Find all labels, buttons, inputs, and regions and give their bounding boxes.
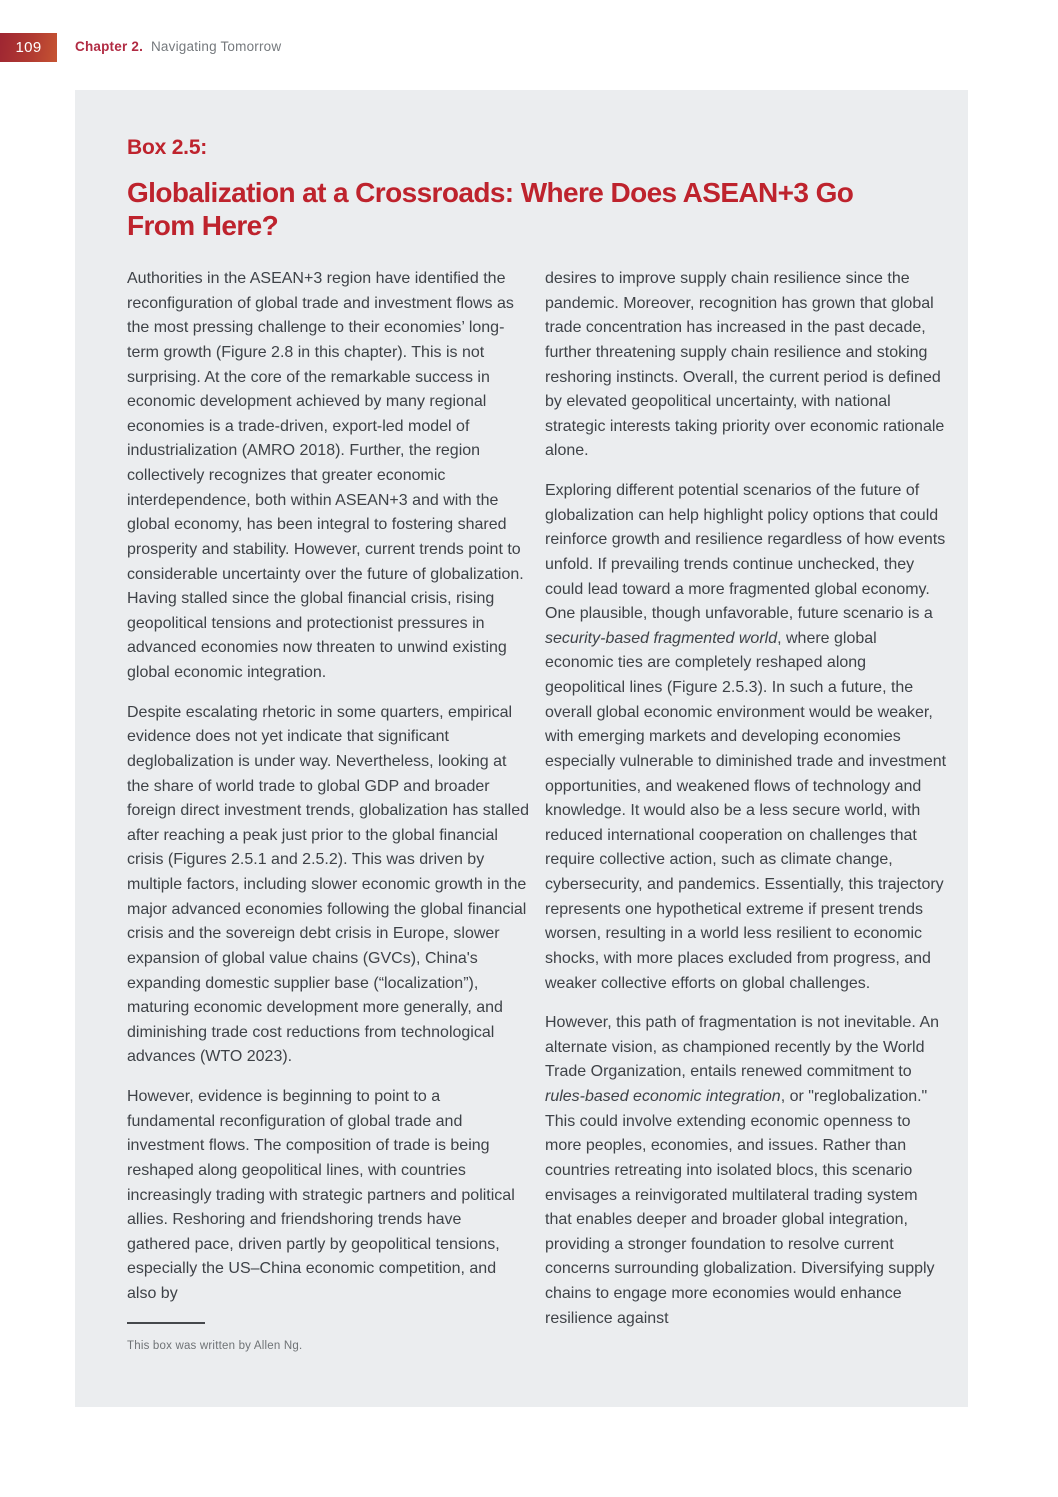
paragraph: Authorities in the ASEAN+3 region have identified the reconfiguration of global trade and investment flows as the most pressing challenge to their economies’ long-term growth (Figure 2.8 in this chapter). This is not surprising. At the core of the remarkable success in economic development achieved by many regional economies is a trade-driven, export-led model of industrialization (AMRO 2018). Further, the region collectively recognizes that greater economic interdependence, both within ASEAN+3 and with the global economy, has been integral to fostering shared prosperity and stability. However, current trends point to considerable uncertainty over the future of globalization. Having stalled since the global financial crisis, rising geopolitical tensions and protectionist pressures in advanced economies now threaten to unwind existing global economic integration. [127,270,524,682]
paragraph: Exploring different potential scenarios of the future of globalization can help highlight policy options that could reinforce growth and resilience regardless of how events unfold. If prevailing trends continue unchecked, they could lead toward a more fragmented global economy. One plausible, though unfavorable, future scenario is a security-based fragmented world, where global economic ties are completely reshaped along geopolitical lines (Figure 2.5.3). In such a future, the overall global economic environment would be weaker, with emerging markets and developing economies especially vulnerable to diminished trade and investment opportunities, and weakened flows of technology and knowledge. It would also be a less secure world, with reduced international cooperation on challenges that require collective action, such as climate change, cybersecurity, and pandemics. Essentially, this trajectory represents one hypothetical extreme if present trends worsen, resulting in a world less resilient to economic shocks, with more places excluded from progress, and weaker collective efforts on global challenges. [545,482,947,992]
page-number: 109 [15,39,42,56]
paragraph: However, evidence is beginning to point to a fundamental reconfiguration of global trade and investment flows. The composition of trade is being reshaped along geopolitical lines, with countries increasingly trading with strategic partners and political allies. Reshoring and friendshoring trends have gathered pace, driven partly by geopolitical tensions, especially the US–China economic competition, and also by [127,1088,515,1303]
paragraph: desires to improve supply chain resilience since the pandemic. Moreover, recognition has grown that global trade concentration has increased in the past decade, further threatening supply chain resilience and stoking reshoring instincts. Overall, the current period is defined by elevated geopolitical uncertainty, with national strategic interests taking priority over economic rationale alone. [545,270,945,460]
paragraph: However, this path of fragmentation is not inevitable. An alternate vision, as championed recently by the World Trade Organization, entails renewed commitment to rules-based economic integration, or "reglobalization." This could involve extending economic openness to more peoples, economies, and issues. Rather than countries retreating into isolated blocs, this scenario envisages a reinvigorated multilateral trading system that enables deeper and broader global integration, providing a stronger foundation to resolve current concerns surrounding globalization. Diversifying supply chains to engage more economies would enhance resilience against [545,1014,940,1327]
box-2-5-panel [75,90,968,1407]
box-title: Globalization at a Crossroads: Where Does ASEAN+3 Go From Here? [127,177,854,242]
footnote [127,1322,302,1352]
page-number-badge [0,33,57,62]
footnote-divider [127,1322,205,1324]
two-column-body [127,267,949,1346]
right-column [545,267,947,1346]
left-column [127,267,529,1346]
box-label: Box 2.5: [127,136,208,159]
running-header [75,39,281,54]
footnote-text: This box was written by Allen Ng. [127,1340,303,1352]
chapter-title: Navigating Tomorrow [150,39,282,54]
chapter-label: Chapter 2. [75,39,144,54]
paragraph: Despite escalating rhetoric in some quarters, empirical evidence does not yet indicate that significant deglobalization is under way. Nevertheless, looking at the share of world trade to global GDP and broader foreign direct investment trends, globalization has stalled after reaching a peak just prior to the global financial crisis (Figures 2.5.1 and 2.5.2). This was driven by multiple factors, including slower economic growth in the major advanced economies following the global financial crisis and the sovereign debt crisis in Europe, slower expansion of global value chains (GVCs), China's expanding domestic supplier base (“localization”), maturing economic development more generally, and diminishing trade cost reductions from technological advances (WTO 2023). [127,703,529,1066]
